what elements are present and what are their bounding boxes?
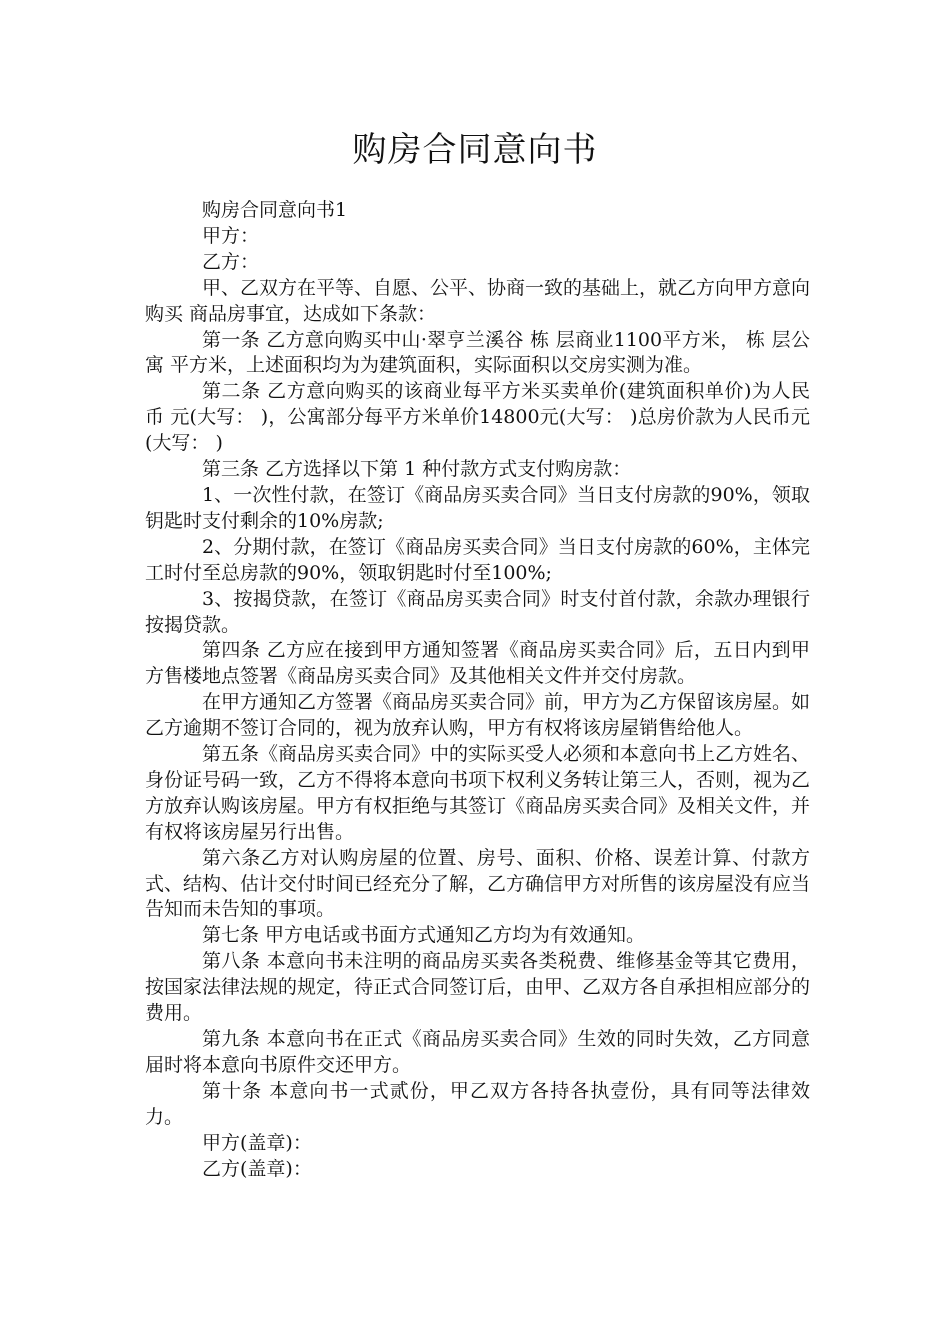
article-1-paragraph: 第一条 乙方意向购买中山·翠亨兰溪谷 栋 层商业1100平方米， 栋 层公寓 平方米，上述面积均为为建筑面积，实际面积以交房实测为准。 bbox=[145, 328, 810, 377]
article-10-paragraph: 第十条 本意向书一式贰份，甲乙双方各持各执壹份，具有同等法律效力。 bbox=[145, 1079, 810, 1128]
preamble-paragraph: 甲、乙双方在平等、自愿、公平、协商一致的基础上，就乙方向甲方意向购买 商品房事宜，达成如下条款： bbox=[145, 276, 811, 325]
article-4-paragraph: 第四条 乙方应在接到甲方通知签署《商品房买卖合同》后，五日内到甲方售楼地点签署《商品房买卖合同》及其他相关文件并交付房款。 bbox=[145, 639, 810, 688]
payment-option-1: 1、一次性付款，在签订《商品房买卖合同》当日支付房款的90%，领取钥匙时支付剩余的10%房款; bbox=[145, 483, 810, 532]
party-a-line: 甲方： bbox=[202, 224, 260, 247]
article-8-paragraph: 第八条 本意向书未注明的商品房买卖各类税费、维修基金等其它费用，按国家法律法规的规定，待正式合同签订后，由甲、乙双方各自承担相应部分的费用。 bbox=[145, 950, 811, 1025]
article-7-paragraph: 第七条 甲方电话或书面方式通知乙方均为有效通知。 bbox=[202, 924, 646, 947]
article-6-paragraph: 第六条乙方对认购房屋的位置、房号、面积、价格、误差计算、付款方式、结构、估计交付时间已经充分了解，乙方确信甲方对所售的该房屋没有应当告知而未告知的事项。 bbox=[145, 846, 811, 921]
payment-option-3: 3、按揭贷款，在签订《商品房买卖合同》时支付首付款，余款办理银行按揭贷款。 bbox=[145, 587, 810, 636]
article-9-paragraph: 第九条 本意向书在正式《商品房买卖合同》生效的同时失效，乙方同意届时将本意向书原件交还甲方。 bbox=[145, 1028, 810, 1076]
document-title: 购房合同意向书 bbox=[352, 130, 598, 170]
party-a-seal-line: 甲方(盖章)： bbox=[202, 1131, 312, 1154]
party-b-seal-line: 乙方(盖章)： bbox=[202, 1157, 312, 1180]
article-3-paragraph: 第三条 乙方选择以下第 1 种付款方式支付购房款： bbox=[202, 458, 632, 481]
article-5-paragraph: 第五条《商品房买卖合同》中的实际买受人必须和本意向书上乙方姓名、身份证号码一致，乙方不得将本意向书项下权利义务转让第三人，否则，视为乙方放弃认购该房屋。甲方有权拒绝与其签订《商品房买卖合同》及相关文件，并有权将该房屋另行出售。 bbox=[145, 743, 811, 843]
subtitle-line: 购房合同意向书1 bbox=[202, 199, 348, 221]
payment-option-2: 2、分期付款，在签订《商品房买卖合同》当日支付房款的60%，主体完工时付至总房款的90%，领取钥匙时付至100%; bbox=[145, 535, 810, 584]
party-b-line: 乙方： bbox=[202, 250, 260, 273]
document-body bbox=[145, 198, 810, 1182]
reservation-paragraph: 在甲方通知乙方签署《商品房买卖合同》前，甲方为乙方保留该房屋。如乙方逾期不签订合同的，视为放弃认购，甲方有权将该房屋销售给他人。 bbox=[145, 691, 811, 740]
article-2-paragraph: 第二条 乙方意向购买的该商业每平方米买卖单价(建筑面积单价)为人民币 元(大写： )，公寓部分每平方米单价14800元(大写： )总房价款为人民币元(大写： ) bbox=[145, 380, 810, 455]
